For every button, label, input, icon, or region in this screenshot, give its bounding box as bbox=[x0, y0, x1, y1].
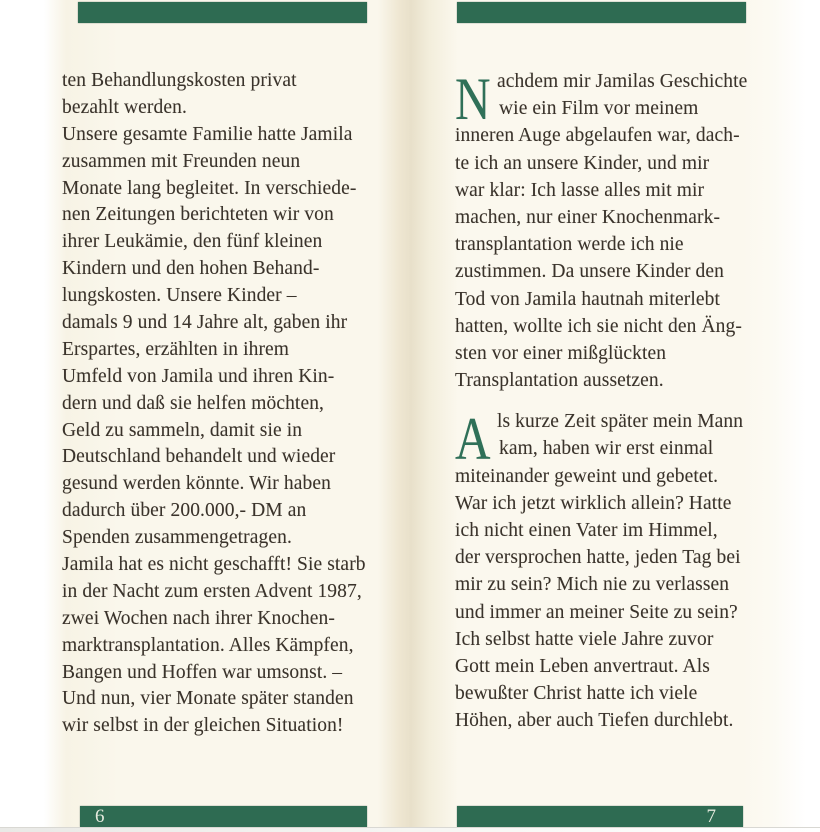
text-line: kam, haben wir erst einmal bbox=[499, 438, 714, 460]
text-line: Kindern und den hohen Behand- bbox=[62, 258, 320, 280]
text-line: Gott mein Leben anvertraut. Als bbox=[455, 655, 710, 677]
text-line: wie ein Film vor meinem bbox=[499, 98, 699, 120]
text-line: marktransplantation. Alles Kämpfen, bbox=[62, 634, 354, 656]
text-line: Umfeld von Jamila und ihren Kin- bbox=[62, 365, 335, 387]
text-line: ls kurze Zeit später mein Mann bbox=[497, 411, 744, 433]
paragraph-nachdem bbox=[455, 68, 755, 394]
text-line: Höhen, aber auch Tiefen durchlebt. bbox=[455, 710, 734, 732]
left-page-lines bbox=[62, 68, 384, 740]
text-line: Unsere gesamte Familie hatte Jamila bbox=[62, 123, 353, 145]
text-line: inneren Auge abgelaufen war, dach- bbox=[455, 125, 740, 147]
text-line: Geld zu sammeln, damit sie in bbox=[62, 419, 303, 441]
text-line: War ich jetzt wirklich allein? Hatte bbox=[455, 492, 732, 514]
text-line: zusammen mit Freunden neun bbox=[62, 150, 301, 172]
paragraph-lines bbox=[455, 68, 755, 394]
drop-cap-n: N bbox=[455, 66, 491, 132]
left-page-text-column bbox=[62, 68, 384, 740]
text-line: miteinander geweint und gebetet. bbox=[455, 465, 719, 487]
right-page-text-column bbox=[455, 68, 755, 735]
text-line: gesund werden könnte. Wir haben bbox=[62, 473, 331, 495]
text-line: Monate lang begleitet. In verschiede- bbox=[62, 177, 357, 199]
header-bar-left-page bbox=[78, 2, 367, 23]
text-line: wir selbst in der gleichen Situation! bbox=[62, 715, 344, 737]
text-line: bewußter Christ hatte ich viele bbox=[455, 683, 698, 705]
text-line: Bangen und Hoffen war umsonst. – bbox=[62, 661, 343, 683]
text-line: Transplantation aussetzen. bbox=[455, 370, 664, 392]
text-line: Jamila hat es nicht geschafft! Sie starb bbox=[62, 554, 366, 576]
text-line: dadurch über 200.000,- DM an bbox=[62, 500, 307, 522]
text-line: in der Nacht zum ersten Advent 1987, bbox=[62, 580, 362, 602]
text-line: hatten, wollte ich sie nicht den Äng- bbox=[455, 315, 742, 337]
text-line: ich nicht einen Vater im Himmel, bbox=[455, 520, 718, 541]
text-line: sten vor einer mißglückten bbox=[455, 342, 667, 364]
text-line: Ich selbst hatte viele Jahre zuvor bbox=[455, 628, 714, 650]
page-number-right: 7 bbox=[706, 806, 716, 827]
text-line: dern und daß sie helfen möchten, bbox=[62, 392, 325, 414]
text-line: mir zu sein? Mich nie zu verlassen bbox=[455, 574, 730, 596]
text-line: ten Behandlungskosten privat bbox=[62, 70, 297, 91]
text-line: Spenden zusammengetragen. bbox=[62, 527, 292, 549]
paragraph-als bbox=[455, 408, 755, 734]
text-line: war klar: Ich lasse alles mit mir bbox=[455, 179, 705, 201]
footer-bar-left-page bbox=[80, 806, 367, 827]
text-line: lungskosten. Unsere Kinder – bbox=[62, 285, 297, 307]
text-line: zwei Wochen nach ihrer Knochen- bbox=[62, 607, 335, 629]
text-line: nen Zeitungen berichteten wir von bbox=[62, 204, 334, 226]
text-line: transplantation werde ich nie bbox=[455, 234, 684, 256]
text-line: zustimmen. Da unsere Kinder den bbox=[455, 261, 724, 283]
text-line: ihrer Leukämie, den fünf kleinen bbox=[62, 231, 323, 253]
text-line: achdem mir Jamilas Geschichte bbox=[497, 71, 748, 92]
text-line: Tod von Jamila hautnah miterlebt bbox=[455, 288, 721, 310]
page-number-left: 6 bbox=[95, 806, 105, 827]
text-line: der versprochen hatte, jeden Tag bei bbox=[455, 547, 741, 569]
drop-cap-a: A bbox=[455, 406, 491, 473]
photo-bottom-edge bbox=[0, 827, 820, 832]
text-line: Deutschland behandelt und wieder bbox=[62, 446, 336, 468]
text-line: damals 9 und 14 Jahre alt, gaben ihr bbox=[62, 312, 348, 334]
text-line: te ich an unsere Kinder, und mir bbox=[455, 152, 710, 174]
text-line: machen, nur einer Knochenmark- bbox=[455, 206, 721, 228]
text-line: Erspartes, erzählten in ihrem bbox=[62, 338, 290, 360]
text-line: und immer an meiner Seite zu sein? bbox=[455, 601, 738, 623]
footer-bar-right-page bbox=[457, 806, 743, 827]
paragraph-lines bbox=[455, 408, 755, 734]
text-line: Und nun, vier Monate später standen bbox=[62, 688, 354, 710]
header-bar-right-page bbox=[457, 2, 746, 23]
text-line: bezahlt werden. bbox=[62, 96, 187, 118]
